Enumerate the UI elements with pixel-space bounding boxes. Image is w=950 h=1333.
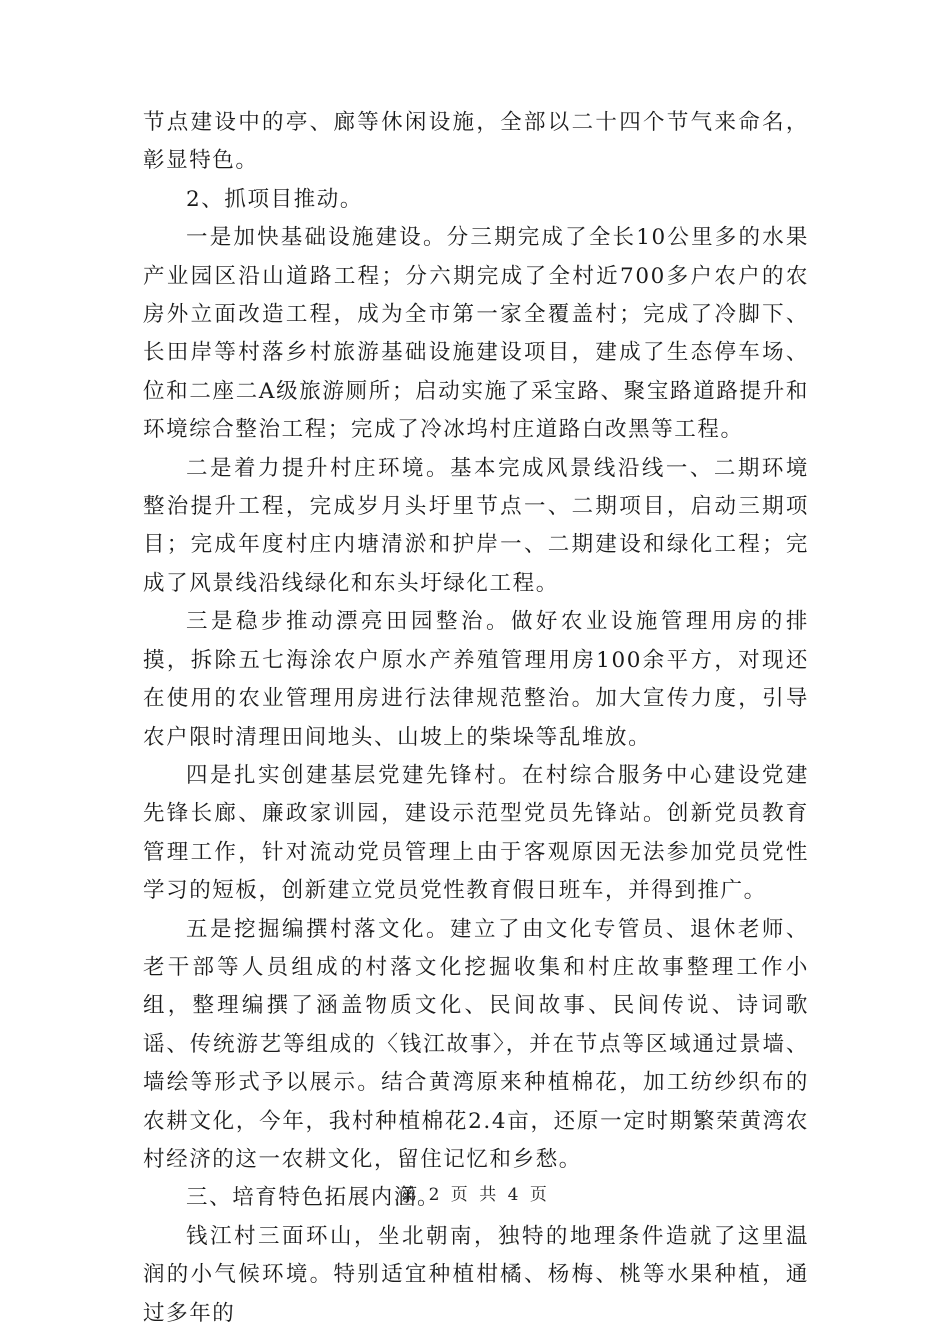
paragraph-party-building: 四是扎实创建基层党建先锋村。在村综合服务中心建设党建先锋长廊、廉政家训园，建设示范型党员先锋站。创新党员教育管理工作，针对流动党员管理上由于客观原因无法参加党员党性学习的短板，创新建立党员党性教育假日班车，并得到推广。 [143,762,809,904]
page-number-footer: 第 2 页 共 4 页 [400,1185,550,1205]
paragraph-village-environment: 二是着力提升村庄环境。基本完成风景线沿线一、二期环境整治提升工程，完成岁月头圩里节点一、二期项目，启动三期项目；完成年度村庄内塘清淤和护岸一、二期建设和绿化工程；完成了风景线沿线绿化和东头圩绿化工程。 [143,455,809,596]
paragraph-village-culture: 五是挖掘编撰村落文化。建立了由文化专管员、退休老师、老干部等人员组成的村落文化挖掘收集和村庄故事整理工作小组，整理编撰了涵盖物质文化、民间故事、民间传说、诗词歌谣、传统游艺等组成的〈钱江故事〉，并在节点等区域通过景墙、墙绘等形式予以展示。结合黄湾原来种植棉花，加工纺纱织布的农耕文化，今年，我村种植棉花2.4亩，还原一定时期繁荣黄湾农村经济的这一农耕文化，留住记忆和乡愁。 [143,916,809,1172]
document-body [143,104,809,1333]
paragraph-infrastructure: 一是加快基础设施建设。分三期完成了全长10公里多的水果产业园区沿山道路工程；分六期完成了全村近700多户农户的农房外立面改造工程，成为全市第一家全覆盖村；完成了冷脚下、长田岸等村落乡村旅游基础设施建设项目，建成了生态停车场、位和二座二A级旅游厕所；启动实施了采宝路、聚宝路道路提升和环境综合整治工程；完成了冷冰坞村庄道路白改黑等工程。 [143,225,809,443]
paragraph-field-rectification: 三是稳步推动漂亮田园整治。做好农业设施管理用房的排摸，拆除五七海涂农户原水产养殖管理用房100余平方，对现还在使用的农业管理用房进行法律规范整治。加大宣传力度，引导农户限时清理田间地头、山坡上的柴垛等乱堆放。 [143,609,809,750]
section-heading-characteristics: 三、培育特色拓展内涵。 [186,1185,441,1211]
section-heading-project-drive: 2、抓项目推动。 [186,186,363,212]
paragraph-climate: 钱江村三面环山，坐北朝南，独特的地理条件造就了这里温润的小气候环境。特别适宜种植柑橘、杨梅、桃等水果种植，通过多年的 [143,1223,809,1326]
paragraph-continuation: 节点建设中的亭、廊等休闲设施，全部以二十四个节气来命名，彰显特色。 [143,110,809,174]
